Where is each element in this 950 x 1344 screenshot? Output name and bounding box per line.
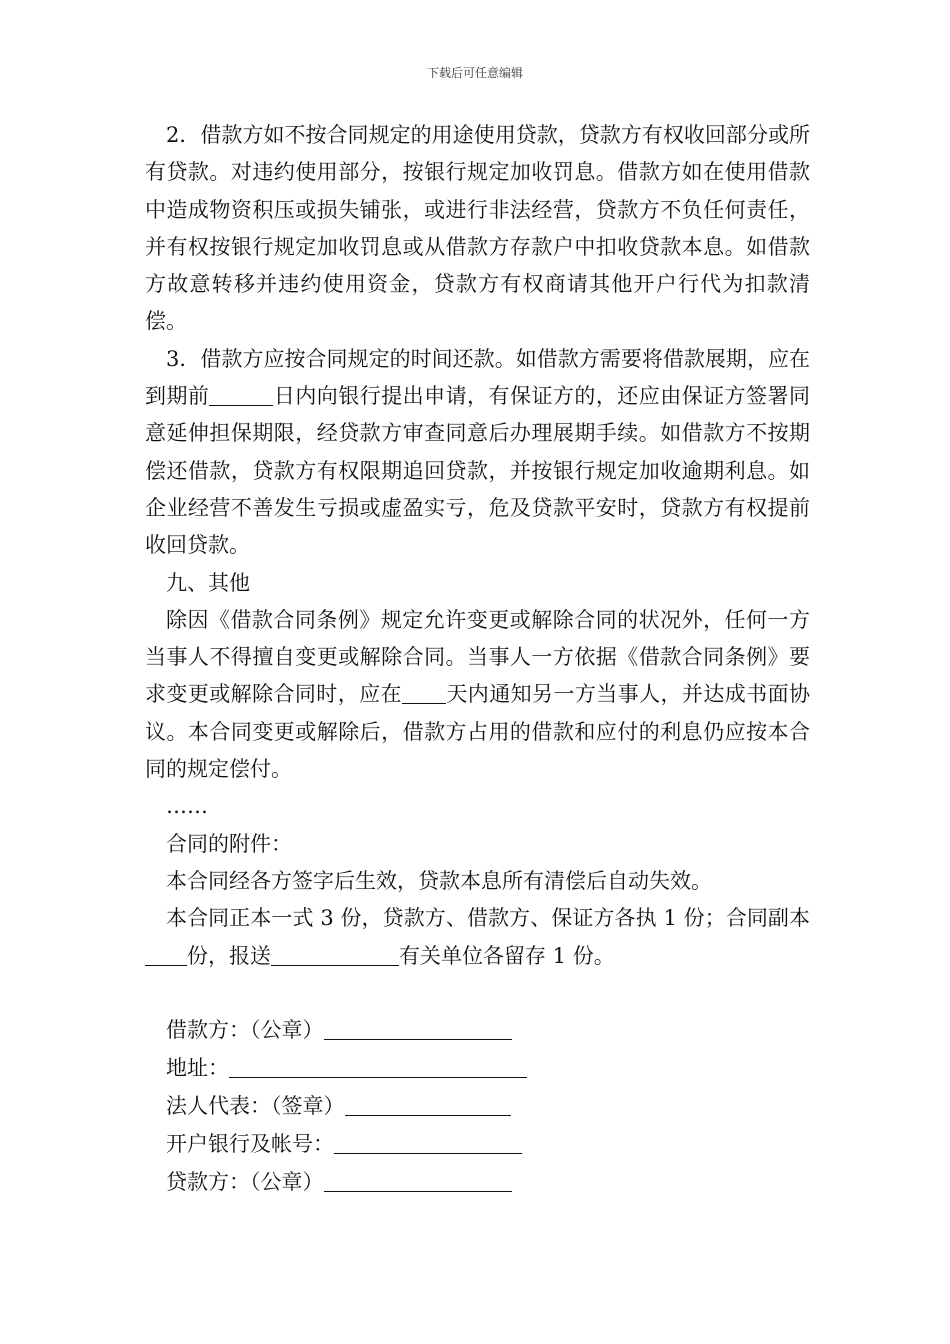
- attachments-heading: 合同的附件：: [166, 831, 292, 856]
- ellipsis: ……: [166, 794, 208, 819]
- section-9-body: [145, 602, 810, 788]
- section-9-heading: 九、其他: [166, 570, 250, 595]
- signature-lender-line[interactable]: [324, 1170, 512, 1192]
- copies-text-b: 份，报送: [187, 943, 271, 968]
- signature-borrower-label: 借款方：（公章）: [166, 1017, 324, 1042]
- clause-2: 2．借款方如不按合同规定的用途使用贷款，贷款方有权收回部分或所有贷款。对违约使用部分，按银行规定加收罚息。借款方如在使用借款中造成物资积压或损失铺张，或进行非法经营，贷款方不负任何责任，并有权按银行规定加收罚息或从借款方存款户中扣收贷款本息。如借款方故意转移并违约使用资金，贷款方有权商请其他开户行代为扣款清偿。: [145, 123, 810, 334]
- signature-bank-account: [145, 1125, 810, 1163]
- signature-legal-rep: [145, 1087, 810, 1125]
- signature-block: [145, 1011, 810, 1201]
- section-9-text-a: 除因《借款合同条例》规定允许变更或解除合同的状况外，任何一方当事人不得擅自变更或解除合同。当事人一方依据《借款合同条例》要求变更或解除合同时，应在: [145, 607, 810, 707]
- signature-legal-rep-label: 法人代表：（签章）: [166, 1093, 345, 1118]
- clause-3-text-a: 3．借款方应按合同规定的时间还款。如借款方需要将借款展期，应在到期前: [145, 346, 810, 409]
- signature-legal-rep-line[interactable]: [345, 1094, 511, 1116]
- signature-lender-label: 贷款方：（公章）: [166, 1169, 324, 1194]
- blank-notice-days[interactable]: [402, 682, 446, 704]
- blank-report-to[interactable]: [271, 944, 399, 966]
- effect-clause: 本合同经各方签字后生效，贷款本息所有清偿后自动失效。: [166, 868, 712, 893]
- signature-borrower: [145, 1011, 810, 1049]
- signature-address: [145, 1049, 810, 1087]
- clause-3-text-b: 日内向银行提出申请，有保证方的，还应由保证方签署同意延伸担保期限，经贷款方审查同意后办理展期手续。如借款方不按期偿还借款，贷款方有权限期追回贷款，并按银行规定加收逾期利息。如企业经营不善发生亏损或虚盈实亏，危及贷款平安时，贷款方有权提前收回贷款。: [145, 384, 811, 558]
- document-body: [145, 117, 810, 1201]
- section-spacer: [145, 975, 810, 1011]
- signature-address-line[interactable]: [229, 1056, 527, 1078]
- copies-text-c: 有关单位各留存 1 份。: [399, 943, 615, 968]
- signature-lender: [145, 1163, 810, 1201]
- section-9-text-b: 天内通知另一方当事人，并达成书面协议。本合同变更或解除后，借款方占用的借款和应付的利息仍应按本合同的规定偿付。: [145, 682, 811, 782]
- signature-borrower-line[interactable]: [324, 1018, 512, 1040]
- page-header: 下载后可任意编辑: [426, 66, 523, 80]
- blank-days-before-due[interactable]: [209, 384, 273, 406]
- blank-copy-count[interactable]: [145, 944, 187, 966]
- signature-bank-account-line[interactable]: [334, 1132, 522, 1154]
- copies-text-a: 本合同正本一式 3 份，贷款方、借款方、保证方各执 1 份；合同副本: [166, 906, 810, 931]
- signature-address-label: 地址：: [166, 1055, 229, 1080]
- clause-3: [145, 341, 810, 565]
- signature-bank-account-label: 开户银行及帐号：: [166, 1131, 334, 1156]
- copies-clause: [145, 900, 810, 975]
